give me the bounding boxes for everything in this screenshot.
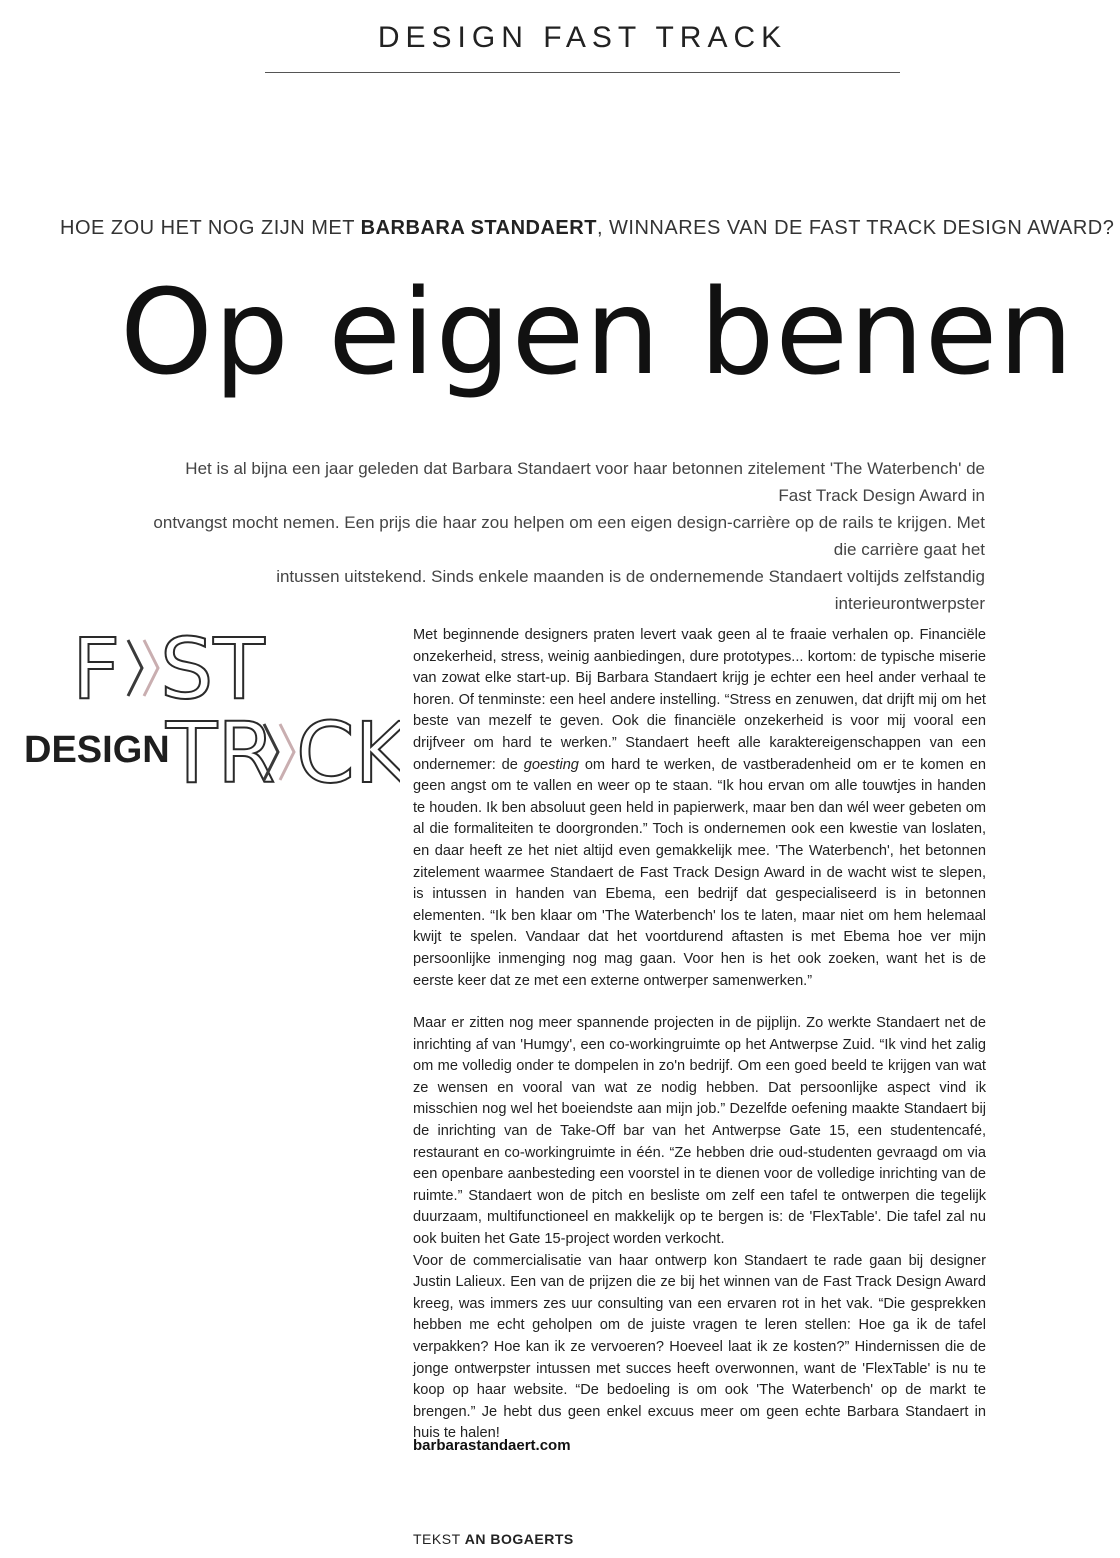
intro-line: intussen uitstekend. Sinds enkele maanden is de ondernemende Standaert voltijds zelfstandig interieurontwerpster <box>276 567 985 613</box>
intro-line: ontvangst mocht nemen. Een prijs die haar zou helpen om een eigen design-carrière op de rails te krijgen. Met die carrière gaat het <box>153 513 985 559</box>
headline: Op eigen benen <box>120 263 1075 401</box>
logo-top-st: ST <box>160 620 265 718</box>
body-text: om hard te werken, de vastberadenheid om er te komen en geen angst om te vallen en weer op te staan. “Ik hou ervan om alle touwtjes in handen te houden. Ik ben absoluut geen held in papierwerk, maar ben dan wél weer gebeten om al die formaliteiten te doorgronden.” Toch is ondernemen ook een kwestie van loslaten, en daar heeft ze het niet altijd even gemakkelijk mee. 'The Waterbench', het betonnen zitelement waarmee Standaert de Fast Track Design Award in de wacht wist te slepen, is intussen in handen van Ebema, een bedrijf dat gespecialiseerd is in betonnen elementen. “Ik ben klaar om 'The Waterbench' los te laten, maar niet om hem helemaal kwijt te spelen. Vandaar dat het voortdurend aftasten is met Ebema hoe ver mijn persoonlijke inmenging nog mag gaan. Voor hen is het ook zoeken, want het is de eerste keer dat ze met een externe ontwerper samenwerken.” <box>413 756 986 989</box>
intro-line: Het is al bijna een jaar geleden dat Barbara Standaert voor haar betonnen zitelement 'The Waterbench' de Fast Track Design Award in <box>185 459 985 505</box>
body-emphasis: goesting <box>523 756 579 773</box>
body-paragraph: Maar er zitten nog meer spannende projecten in de pijplijn. Zo werkte Standaert net de inrichting af van 'Humgy', een co-workingruimte op het Antwerpse Zuid. “Ik vind het zalig om me volledig onder te dompelen in zo'n bedrijf. Om een goed beeld te krijgen van wat ze wensen en vooral van wat ze nodig hebben. Dat persoonlijke aspect vind ik misschien nog wel het boeiendste aan mijn job.” Dezelfde oefening maakte Standaert bij de inrichting van de Take-Off bar van het Antwerpse Gate 15, een studentencafé, restaurant en co-workingruimte in één. “Ze hebben drie oud-studenten gevraagd om via een openbare aanbesteding een voorstel in te dienen voor de volledige inrichting van de ruimte.” Standaert won de pitch en besliste om zelf een tafel te ontwerpen die tegelijk duurzaam, multifunctioneel en makkelijk op te bergen is: de 'FlexTable'. Die tafel zal nu ook buiten het Gate 15-project worden verkocht. <box>413 1015 986 1248</box>
logo-design: DESIGN <box>24 729 170 771</box>
logo-chevron-light <box>144 640 158 696</box>
body-text: Met beginnende designers praten levert vaak geen al te fraaie verhalen op. Financiële onzekerheid, stress, weinig aanbiedingen, dure prototypes... kortom: de typische miserie van zowat elke start-up. Bij Barbara Standaert krijg je echter een heel ander verhaal te horen. Of tenminste: een heel andere instelling. “Stress en zenuwen, dat drijft mij om het beste van mezelf te geven. Ook die financiële onzekerheid is voor mij vooral een drijfveer om hard te werken.” Standaert heeft alle karaktereigenschappen van een ondernemer: de <box>413 627 986 773</box>
credit-author: AN BOGAERTS <box>464 1531 574 1547</box>
body-paragraph: Voor de commercialisatie van haar ontwerp kon Standaert te rade gaan bij designer Justin Lalieux. Een van de prijzen die ze bij het winnen van de Fast Track Design Award kreeg, was immers zes uur consulting van een ervaren rot in het vak. “Die gesprekken hebben me echt geholpen om de juiste vragen te leren stellen: Hoe ga ik de tafel verpakken? Hoe kan ik ze vervoeren? Hoeveel laat ik ze kosten?” Hindernissen die de jonge ontwerpster intussen met succes heeft overwonnen, want de 'FlexTable' is nu te koop op haar website. “De bedoeling is om ook 'The Waterbench' op de markt te brengen.” Je hebt dus geen enkel excuus meer om geen echte Barbara Standaert in huis te halen! <box>413 1252 986 1442</box>
kicker-after: , WINNARES VAN DE FAST TRACK DESIGN AWARD? <box>596 217 1115 239</box>
kicker-name: BARBARA STANDAERT <box>360 217 597 239</box>
kicker-before: HOE ZOU HET NOG ZIJN MET <box>60 217 361 239</box>
logo-bottom-tr: TR <box>166 704 276 795</box>
section-title: DESIGN FAST TRACK <box>377 21 788 54</box>
intro-paragraph <box>150 455 985 617</box>
logo-chevron-dark <box>128 640 142 696</box>
website-link[interactable]: barbarastandaert.com <box>413 1437 571 1454</box>
body-paragraph <box>413 625 986 992</box>
section-divider <box>265 72 900 73</box>
logo-bottom-ck: CK <box>296 704 400 795</box>
logo-graphic <box>20 620 400 795</box>
kicker-line <box>60 215 1115 241</box>
credit-label: TEKST <box>413 1531 465 1547</box>
article-body <box>413 625 986 1445</box>
logo-top-f: F <box>72 620 121 718</box>
author-credit <box>413 1531 574 1547</box>
logo-chevron-light <box>280 724 294 780</box>
fast-track-design-logo <box>20 620 400 795</box>
